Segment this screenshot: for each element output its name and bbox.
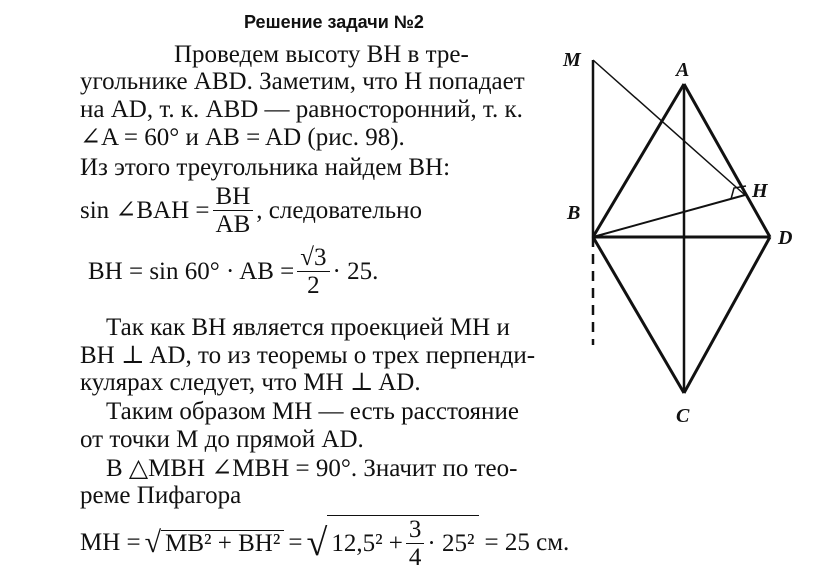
segment-ab (593, 84, 684, 237)
text-line: BH ⊥ AD, то из теоремы о трех перпенди- (80, 342, 536, 369)
point-label-c: C (676, 405, 690, 427)
radicand: MB² + BH² (161, 530, 284, 557)
formula-right: · 25. (332, 257, 379, 285)
point-label-h: H (752, 180, 768, 202)
page-title: Решение задачи №2 (244, 12, 424, 32)
segment-dc (684, 237, 770, 393)
numerator: BH (213, 183, 254, 211)
point-label-a: A (676, 59, 690, 81)
text-line: ∠A = 60° и AB = AD (рис. 98). (80, 124, 405, 151)
denominator: AB (215, 211, 251, 238)
segment-bc (593, 237, 684, 393)
text-line: от точки M до прямой AD. (80, 426, 364, 453)
formula-left: BH = sin 60° · AB = (88, 257, 295, 285)
formula-left: sin ∠BAH = (80, 196, 210, 224)
segment-mh (593, 60, 745, 195)
point-label-m: M (563, 49, 581, 71)
sqrt-symbol: √ (144, 526, 162, 559)
point-label-d: D (778, 227, 793, 249)
equals-sign: = (288, 529, 303, 556)
text-line: кулярах следует, что MH ⊥ AD. (80, 369, 421, 396)
radicand-part: 12,5² + (331, 529, 403, 557)
denominator: 2 (307, 272, 320, 299)
numerator: √3 (297, 244, 329, 272)
sqrt-symbol: √ (306, 522, 328, 564)
segment-ad (684, 84, 770, 237)
denominator: 4 (408, 544, 422, 571)
text-line: на AD, т. к. ABD — равносторонний, т. к. (80, 96, 523, 123)
formula-right: , следовательно (256, 196, 423, 224)
radicand-part: · 25² (427, 529, 475, 557)
text-line: Так как BH является проекцией MH и (106, 314, 510, 341)
numerator: 3 (406, 516, 425, 544)
text-line: Таким образом MH — есть расстояние (106, 398, 519, 425)
text-line: В △MBH ∠MBH = 90°. Значит по тео- (106, 455, 518, 482)
text-line: Проведем высоту BH в тре- (174, 41, 469, 68)
point-label-b: B (567, 202, 581, 224)
formula-result: = 25 см. (484, 529, 570, 556)
text-line: реме Пифагора (80, 482, 242, 509)
text-line: Из этого треугольника найдем BH: (80, 154, 451, 181)
formula-left: MH = (80, 529, 141, 556)
text-line: угольнике ABD. Заметим, что H попадает (80, 68, 525, 95)
